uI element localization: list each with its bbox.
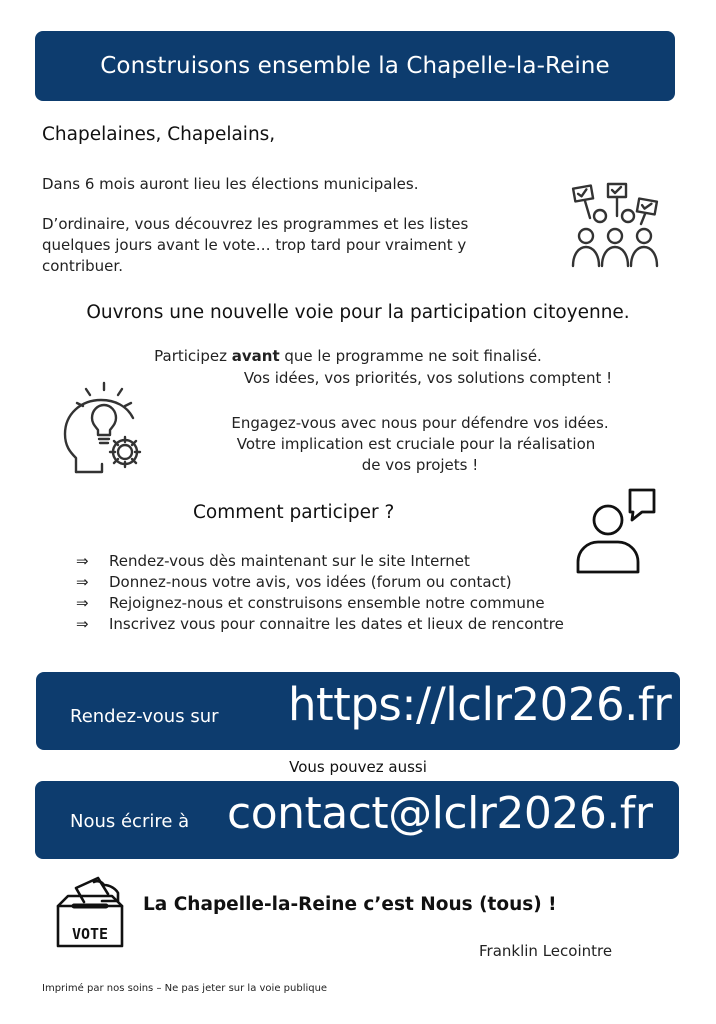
engagement-line-2: Votre implication est cruciale pour la réalisation [236, 435, 596, 453]
engagement-line-3: de vos projets ! [361, 456, 479, 474]
subheading: Ouvrons une nouvelle voie pour la participation citoyenne. [86, 302, 630, 323]
slogan: La Chapelle-la-Reine c’est Nous (tous) ! [143, 894, 557, 915]
step-text: Rendez-vous dès maintenant sur le site Internet [109, 552, 470, 570]
participation-line-2: Vos idées, vos priorités, vos solutions comptent ! [243, 369, 613, 387]
greeting: Chapelaines, Chapelains, [42, 124, 276, 145]
title-banner [35, 31, 675, 101]
how-title: Comment participer ? [193, 502, 395, 523]
page-title: Construisons ensemble la Chapelle-la-Reine [100, 53, 610, 79]
participation-after: que le programme ne soit finalisé. [279, 347, 542, 365]
participation-line-1 [88, 346, 608, 367]
ballot-box-icon [54, 876, 124, 950]
protest-crowd-icon [570, 182, 662, 268]
contact-email-link[interactable]: contact@lclr2026.fr [227, 788, 653, 839]
step-text: Inscrivez vous pour connaitre les dates et lieux de rencontre [109, 615, 564, 633]
contact-banner [35, 781, 679, 859]
user-speech-icon [574, 488, 660, 576]
arrow-icon: ⇒ [76, 573, 89, 591]
step-text: Rejoignez-nous et construisons ensemble notre commune [109, 594, 545, 612]
website-banner [36, 672, 680, 750]
idea-head-icon [62, 378, 148, 476]
website-label: Rendez-vous sur [70, 706, 219, 727]
arrow-icon: ⇒ [76, 552, 89, 570]
step-text: Donnez-nous votre avis, vos idées (forum ou contact) [109, 573, 512, 591]
footer-note: Imprimé par nos soins – Ne pas jeter sur la voie publique [42, 983, 328, 994]
steps-list [76, 551, 564, 635]
website-link[interactable]: https://lclr2026.fr [288, 678, 672, 731]
arrow-icon: ⇒ [76, 615, 89, 633]
vote-label: VOTE [71, 925, 109, 943]
engagement-line-1: Engagez-vous avec nous pour défendre vos idées. [231, 414, 609, 432]
list-item [76, 551, 564, 572]
list-item [76, 614, 564, 635]
also-text: Vous pouvez aussi [289, 758, 427, 776]
list-item [76, 572, 564, 593]
participation-bold: avant [231, 347, 280, 365]
participation-before: Participez [154, 347, 232, 365]
list-item [76, 593, 564, 614]
signature: Franklin Lecointre [479, 942, 613, 960]
arrow-icon: ⇒ [76, 594, 89, 612]
contact-label: Nous écrire à [70, 811, 190, 832]
intro-line-2: D’ordinaire, vous découvrez les programmes et les listes quelques jours avant le vote… trop tard pour vraiment y contribuer. [42, 215, 469, 275]
intro-line-1: Dans 6 mois auront lieu les élections municipales. [42, 175, 419, 193]
